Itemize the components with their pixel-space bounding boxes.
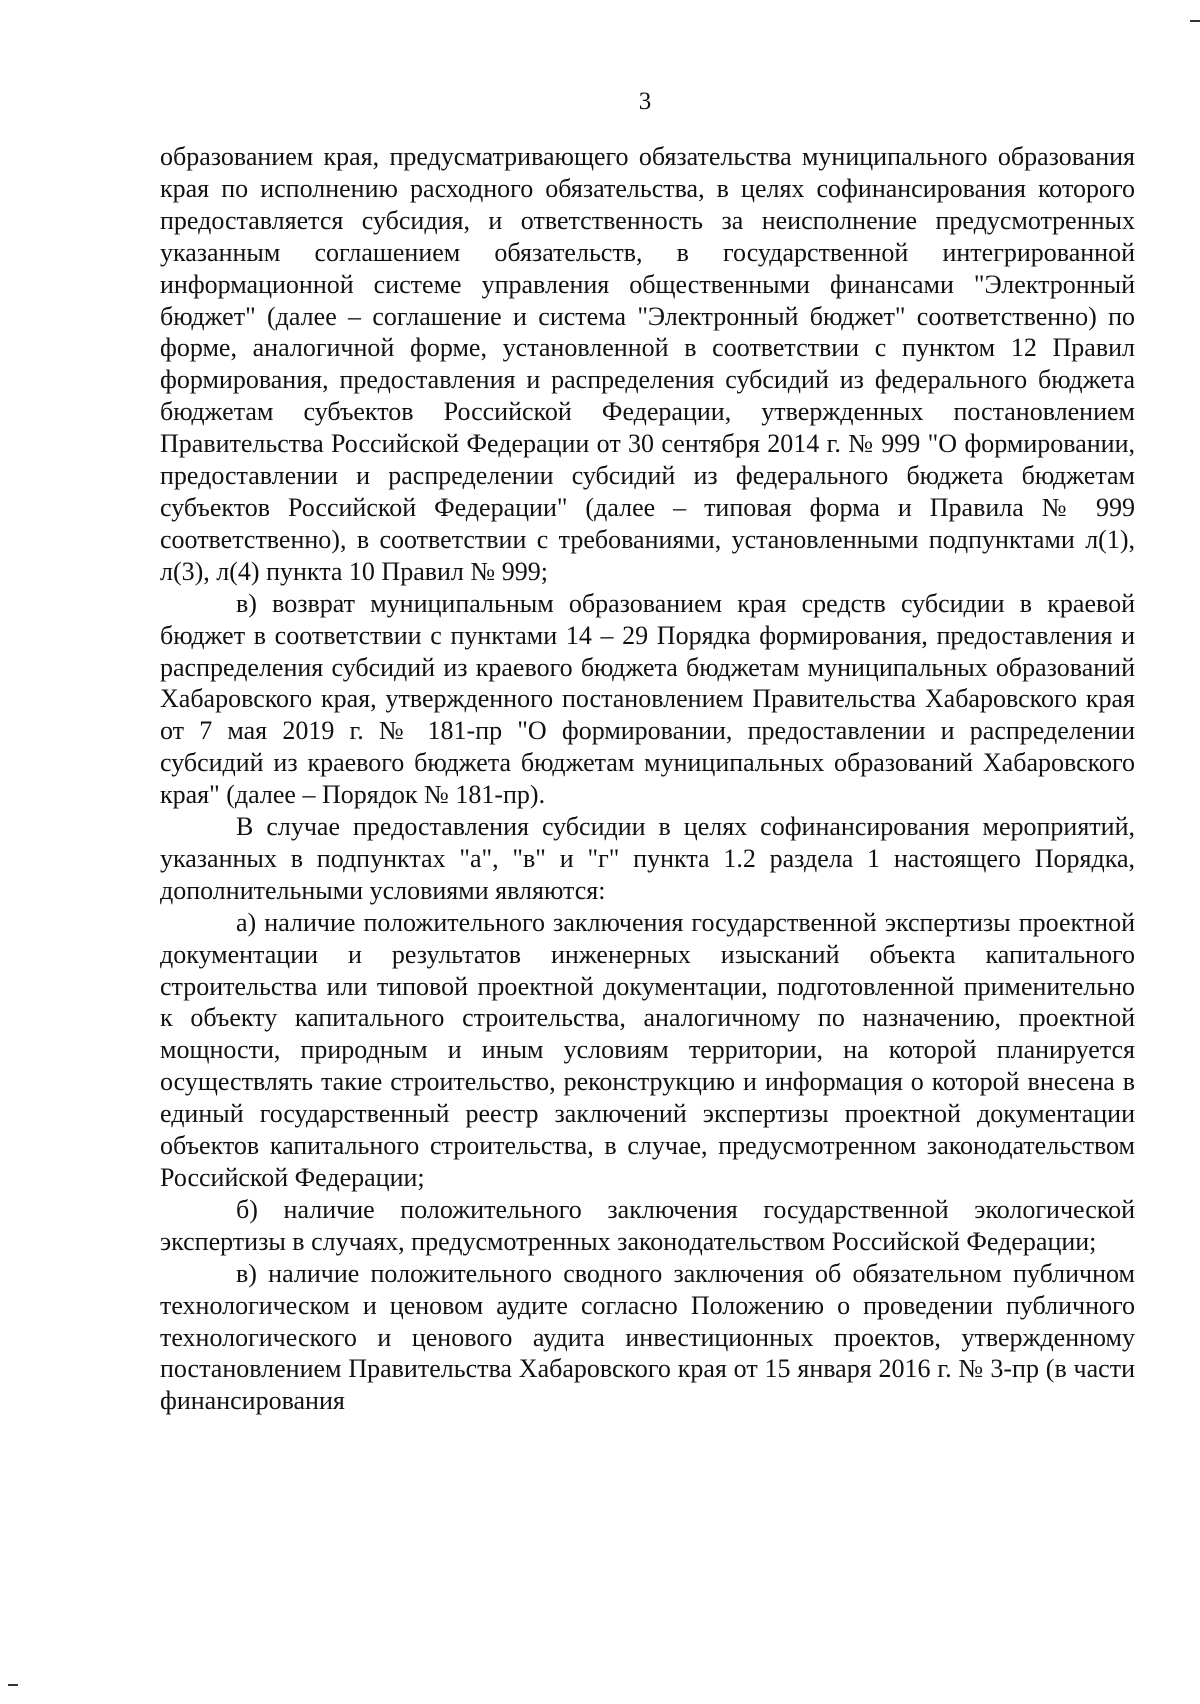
paragraph-subitem-v-return: в) возврат муниципальным образованием края средств субсидии в краевой бюджет в соответствии с пунктами 14 – 29 Порядка формирования, предоставления и распределения субсидий из краевого бюджета бюджетам муниципальных образований Хабаровского края, утвержденного постановлением Правительства Хабаровского края от 7 мая 2019 г. № 181-пр "О формировании, предоставлении и распределении субсидий из краевого бюджета бюджетам муниципальных образований Хабаровского края" (далее – Порядок № 181-пр). — [160, 588, 1135, 810]
paragraph-condition-v: в) наличие положительного сводного заключения об обязательном публичном технологическом и ценовом аудите согласно Положению о проведении публичного технологического и ценового аудита инвестиционных проектов, утвержденному постановлением Правительства Хабаровского края от 15 января 2016 г. № 3-пр (в части финансирования — [160, 1258, 1135, 1416]
page-number: 3 — [638, 88, 652, 115]
paragraph-continuation: образованием края, предусматривающего обязательства муниципального образования края по исполнению расходного обязательства, в целях софинансирования которого предоставляется субсидия, и ответственность за неисполнение предусмотренных указанным соглашением обязательств, в государственной интегрированной информационной системе управления общественными финансами "Электронный бюджет" (далее – соглашение и система "Электронный бюджет" соответственно) по форме, аналогичной форме, установленной в соответствии с пунктом 12 Правил формирования, предоставления и распределения субсидий из федерального бюджета бюджетам субъектов Российской Федерации, утвержденных постановлением Правительства Российской Федерации от 30 сентября 2014 г. № 999 "О формировании, предоставлении и распределении субсидий из федерального бюджета бюджетам субъектов Российской Федерации" (далее – типовая форма и Правила № 999 соответственно), в соответствии с требованиями, установленными подпунктами л(1), л(3), л(4) пункта 10 Правил № 999; — [160, 142, 1135, 586]
paragraph-additional-conditions: В случае предоставления субсидии в целях софинансирования мероприятий, указанных в подпунктах "а", "в" и "г" пункта 1.2 раздела 1 настоящего Порядка, дополнительными условиями являются: — [160, 812, 1135, 905]
paragraph-condition-b: б) наличие положительного заключения государственной экологической экспертизы в случаях, предусмотренных законодательством Российской Федерации; — [160, 1194, 1135, 1256]
scan-edge-mark — [1190, 20, 1200, 22]
scan-edge-mark — [8, 1684, 18, 1686]
paragraph-condition-a: а) наличие положительного заключения государственной экспертизы проектной документации и результатов инженерных изысканий объекта капитального строительства или типовой проектной документации, подготовленной применительно к объекту капитального строительства, аналогичному по назначению, проектной мощности, природным и иным условиям территории, на которой планируется осуществлять такие строительство, реконструкцию и информация о которой внесена в единый государственный реестр заключений экспертизы проектной документации объектов капитального строительства, в случае, предусмотренном законодательством Российской Федерации; — [160, 907, 1135, 1192]
document-body — [160, 141, 1135, 1417]
